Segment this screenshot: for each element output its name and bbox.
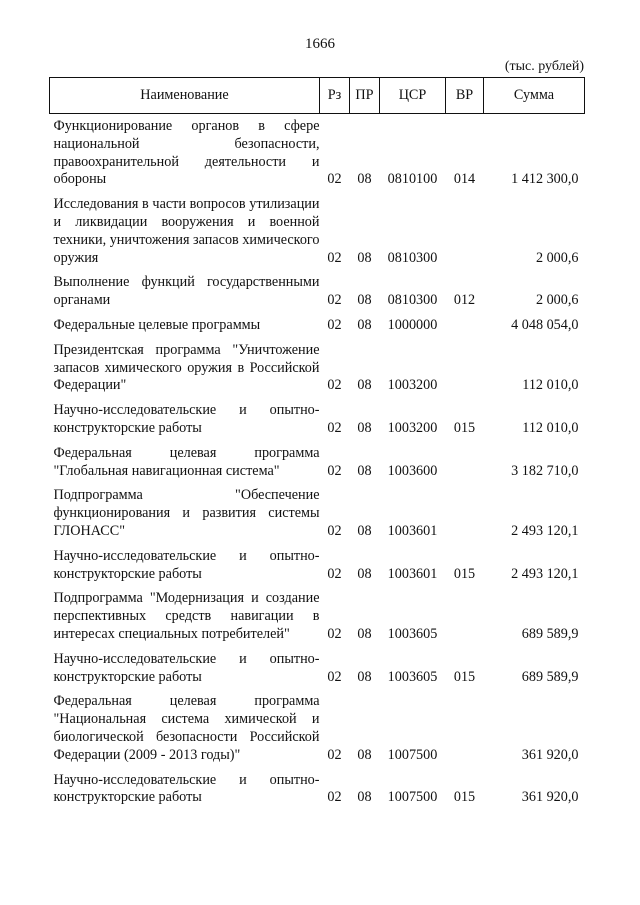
cell-name: Научно-исследовательские и опытно-конструкторские работы: [53, 650, 320, 685]
cell-pr: 08: [357, 377, 372, 394]
cell-rz: 02: [327, 292, 342, 309]
cell-vr: 015: [453, 668, 476, 685]
table-row: [50, 398, 585, 441]
cell-csr: 0810100: [387, 171, 438, 188]
table-row: [50, 313, 585, 338]
cell-name: Федеральная целевая программа "Национальная система химической и биологической безопасности Российской Федерации (2009 - 2013 годы)": [53, 693, 320, 763]
cell-sum: 2 000,6: [535, 292, 579, 309]
cell-csr: 0810300: [387, 249, 438, 266]
cell-rz: 02: [327, 419, 342, 436]
cell-name: Научно-исследовательские и опытно-конструкторские работы: [53, 402, 320, 436]
cell-rz: 02: [327, 668, 342, 685]
cell-name: Исследования в части вопросов утилизации и ликвидации вооружения и военной техники, уничтожения запасов химического оружия: [53, 196, 320, 266]
cell-pr: 08: [357, 789, 372, 806]
header-rz: Рз: [320, 78, 350, 114]
cell-pr: 08: [357, 746, 372, 763]
cell-name: Функционирование органов в сфере национальной безопасности, правоохранительной деятельности и обороны: [53, 118, 320, 188]
cell-sum: 361 920,0: [521, 789, 579, 806]
cell-rz: 02: [327, 377, 342, 394]
table-row: [50, 192, 585, 270]
cell-sum: 112 010,0: [522, 377, 579, 394]
page-number: 1666: [305, 36, 335, 52]
cell-csr: 1007500: [387, 746, 438, 763]
cell-rz: 02: [327, 789, 342, 806]
cell-name: Подпрограмма "Модернизация и создание перспективных средств навигации в интересах специальных потребителей": [53, 590, 320, 642]
cell-rz: 02: [327, 462, 342, 479]
cell-csr: 1003601: [387, 565, 438, 582]
cell-csr: 1003600: [387, 462, 438, 479]
cell-rz: 02: [327, 316, 342, 333]
cell-csr: 1003200: [387, 377, 438, 394]
cell-sum: 361 920,0: [521, 746, 579, 763]
cell-sum: 1 412 300,0: [511, 171, 579, 188]
cell-csr: 1003200: [387, 419, 438, 436]
cell-pr: 08: [357, 249, 372, 266]
table-row: [50, 586, 585, 646]
cell-vr: 014: [453, 171, 476, 188]
header-vr: ВР: [446, 78, 484, 114]
cell-name: Подпрограмма "Обеспечение функционирования и развития системы ГЛОНАСС": [53, 487, 320, 539]
cell-pr: 08: [357, 565, 372, 582]
cell-name: Выполнение функций государственными органами: [53, 274, 320, 309]
header-pr: ПР: [350, 78, 380, 114]
cell-name: Федеральные целевые программы: [53, 316, 261, 333]
cell-csr: 1000000: [387, 316, 438, 333]
cell-vr: 015: [453, 789, 476, 806]
cell-pr: 08: [357, 625, 372, 642]
cell-pr: 08: [357, 419, 372, 436]
cell-rz: 02: [327, 171, 342, 188]
header-sum: Сумма: [484, 78, 585, 114]
table-row: [50, 768, 585, 811]
header-name: Наименование: [50, 78, 320, 114]
units-label: (тыс. рублей): [504, 59, 584, 74]
cell-name: Президентская программа "Уничтожение запасов химического оружия в Российской Федерации": [53, 341, 320, 394]
cell-pr: 08: [357, 171, 372, 188]
cell-csr: 0810300: [387, 292, 438, 309]
budget-table: [49, 77, 585, 810]
cell-vr: [446, 483, 484, 543]
cell-name: Научно-исследовательские и опытно-конструкторские работы: [53, 547, 320, 582]
cell-sum: 2 493 120,1: [511, 565, 579, 582]
cell-pr: 08: [357, 462, 372, 479]
cell-csr: 1003605: [387, 625, 438, 642]
table-row: [50, 689, 585, 767]
table-row: [50, 114, 585, 193]
cell-csr: 1003605: [387, 668, 438, 685]
cell-pr: 08: [357, 668, 372, 685]
cell-csr: 1003601: [387, 522, 438, 539]
cell-sum: 112 010,0: [522, 419, 579, 436]
cell-pr: 08: [357, 292, 372, 309]
cell-pr: 08: [357, 316, 372, 333]
cell-vr: [446, 441, 484, 484]
cell-csr: 1007500: [387, 789, 438, 806]
cell-rz: 02: [327, 625, 342, 642]
cell-name: Научно-исследовательские и опытно-конструкторские работы: [53, 771, 320, 806]
cell-vr: [446, 689, 484, 767]
table-row: [50, 338, 585, 398]
cell-sum: 4 048 054,0: [511, 316, 579, 333]
cell-name: Федеральная целевая программа "Глобальная навигационная система": [53, 444, 320, 479]
cell-rz: 02: [327, 565, 342, 582]
table-row: [50, 647, 585, 690]
table-row: [50, 270, 585, 313]
cell-rz: 02: [327, 522, 342, 539]
cell-vr: [446, 338, 484, 398]
cell-vr: [446, 192, 484, 270]
cell-pr: 08: [357, 522, 372, 539]
cell-sum: 2 000,6: [535, 249, 579, 266]
cell-vr: 015: [453, 419, 476, 436]
cell-rz: 02: [327, 746, 342, 763]
cell-vr: 015: [453, 565, 476, 582]
cell-rz: 02: [327, 249, 342, 266]
table-body: [50, 114, 585, 811]
cell-vr: [446, 313, 484, 338]
table-header: [50, 78, 585, 114]
header-csr: ЦСР: [380, 78, 446, 114]
cell-vr: 012: [453, 292, 476, 309]
table-row: [50, 544, 585, 587]
table-row: [50, 441, 585, 484]
cell-sum: 689 589,9: [521, 625, 579, 642]
cell-sum: 3 182 710,0: [511, 462, 579, 479]
cell-sum: 689 589,9: [521, 668, 579, 685]
cell-sum: 2 493 120,1: [511, 522, 579, 539]
cell-vr: [446, 586, 484, 646]
table-row: [50, 483, 585, 543]
